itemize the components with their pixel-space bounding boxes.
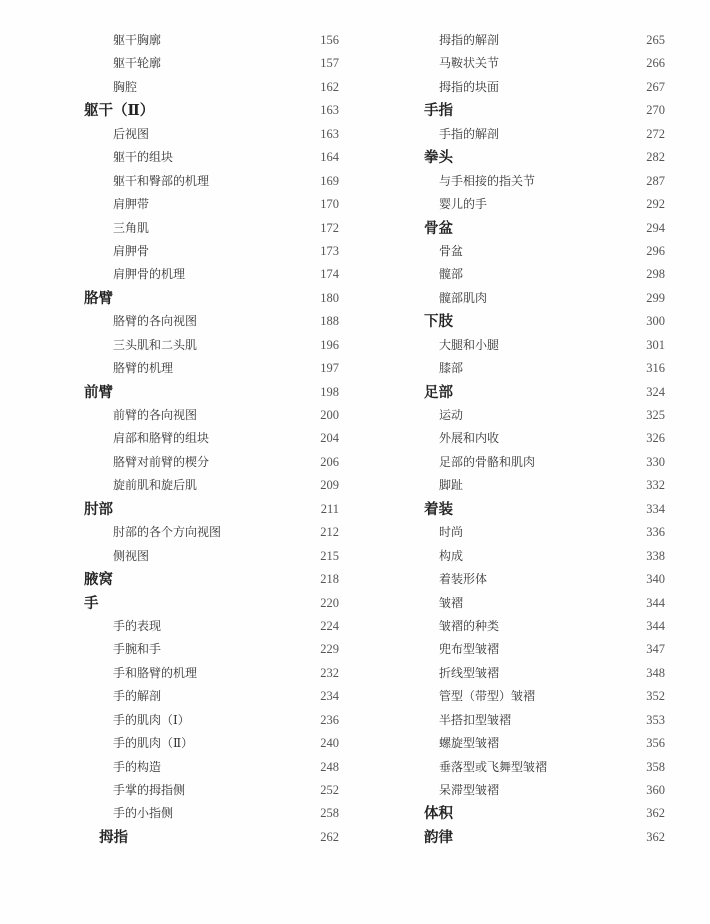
toc-entry-title: 手的解剖 — [113, 689, 162, 704]
toc-entry-title: 手的肌肉（Ⅰ） — [113, 712, 190, 727]
toc-page-number: 352 — [646, 689, 665, 704]
toc-section-entry — [360, 662, 710, 685]
toc-page-number: 344 — [646, 618, 665, 633]
toc-entry-title: 肩胛骨的机理 — [113, 267, 186, 282]
toc-entry-title: 肩部和胳臂的组块 — [113, 431, 210, 446]
toc-page-number: 296 — [646, 243, 665, 258]
toc-entry-title: 三头肌和二头肌 — [113, 337, 198, 352]
toc-page-number: 294 — [646, 220, 665, 235]
toc-page-number: 173 — [320, 243, 339, 258]
toc-entry-title: 前臂 — [84, 383, 113, 401]
toc-entry-title: 下肢 — [424, 313, 453, 331]
toc-entry-title: 垂落型或飞舞型皱褶 — [439, 759, 548, 774]
toc-chapter-entry — [360, 381, 710, 404]
toc-page-number: 324 — [646, 384, 665, 399]
toc-page-number: 198 — [320, 384, 339, 399]
toc-chapter-entry — [360, 99, 710, 122]
toc-entry-title: 运动 — [439, 408, 464, 422]
toc-page-number: 300 — [646, 314, 665, 329]
toc-chapter-entry — [360, 826, 710, 849]
toc-section-entry — [0, 709, 360, 732]
toc-chapter-entry — [360, 310, 710, 333]
toc-page-number: 209 — [320, 478, 339, 493]
toc-entry-title: 折线型皱褶 — [439, 665, 500, 680]
toc-entry-title: 胳臂对前臂的楔分 — [113, 454, 210, 469]
toc-entry-title: 皱褶的种类 — [439, 618, 500, 633]
toc-page-number: 299 — [646, 290, 665, 305]
toc-entry-title: 髋部肌肉 — [439, 290, 488, 305]
toc-section-entry — [360, 29, 710, 52]
toc-section-entry — [360, 52, 710, 75]
toc-entry-title: 躯干轮廓 — [113, 56, 162, 71]
toc-chapter-entry — [0, 568, 360, 591]
toc-entry-title: 躯干和臀部的机理 — [113, 173, 210, 188]
toc-section-entry — [0, 521, 360, 544]
toc-entry-title: 后视图 — [113, 126, 150, 141]
toc-section-entry — [0, 170, 360, 193]
toc-section-entry — [360, 592, 710, 615]
toc-section-entry — [0, 217, 360, 240]
toc-entry-title: 手腕和手 — [113, 642, 162, 657]
toc-entry-title: 躯干的组块 — [113, 150, 174, 165]
toc-entry-title: 躯干胸廓 — [113, 33, 162, 47]
toc-page-number: 326 — [646, 431, 665, 446]
toc-page-number: 334 — [646, 501, 665, 516]
toc-entry-title: 与手相接的指关节 — [439, 173, 536, 188]
toc-entry-title: 肩胛带 — [113, 197, 150, 212]
toc-page-number: 215 — [320, 548, 339, 563]
toc-section-entry — [360, 521, 710, 544]
toc-section-entry — [360, 357, 710, 380]
toc-entry-title: 构成 — [439, 548, 464, 563]
toc-chapter-entry — [0, 381, 360, 404]
toc-section-entry — [0, 474, 360, 497]
toc-section-entry — [0, 685, 360, 708]
toc-page-number: 316 — [646, 361, 665, 376]
toc-entry-title: 手的肌肉（Ⅱ） — [113, 736, 194, 751]
toc-section-entry — [360, 685, 710, 708]
toc-page-number: 301 — [646, 337, 665, 352]
toc-page-number: 232 — [320, 665, 339, 680]
toc-page-number: 212 — [320, 525, 339, 540]
toc-entry-title: 管型（带型）皱褶 — [439, 689, 536, 704]
toc-entry-title: 前臂的各向视图 — [113, 408, 198, 422]
toc-entry-title: 躯干（Ⅱ） — [84, 102, 155, 120]
toc-section-entry — [0, 146, 360, 169]
toc-chapter-entry — [360, 146, 710, 169]
toc-page-number: 353 — [646, 712, 665, 727]
toc-section-entry — [360, 76, 710, 99]
toc-entry-title: 兜布型皱褶 — [439, 642, 500, 657]
toc-section-entry — [0, 310, 360, 333]
toc-entry-title: 呆滞型皱褶 — [439, 783, 500, 797]
toc-page-number: 174 — [320, 267, 339, 282]
toc-page-number: 356 — [646, 736, 665, 751]
toc-section-entry — [360, 240, 710, 263]
toc-entry-title: 旋前肌和旋后肌 — [113, 478, 198, 493]
toc-chapter-entry — [360, 217, 710, 240]
toc-section-entry — [360, 638, 710, 661]
toc-chapter-entry — [360, 498, 710, 521]
toc-page-number: 197 — [320, 361, 339, 376]
toc-entry-title: 胳臂 — [84, 289, 113, 307]
toc-entry-title: 三角肌 — [113, 220, 150, 235]
toc-entry-title: 肘部 — [84, 500, 113, 518]
toc-entry-title: 马鞍状关节 — [439, 56, 500, 71]
toc-entry-title: 侧视图 — [113, 548, 150, 563]
toc-section-entry — [0, 76, 360, 99]
toc-section-entry — [0, 779, 360, 802]
toc-page-number: 164 — [320, 150, 339, 165]
toc-page-number: 336 — [646, 525, 665, 540]
toc-section-entry — [360, 732, 710, 755]
toc-entry-title: 肘部的各个方向视图 — [113, 525, 222, 540]
toc-section-entry — [360, 756, 710, 779]
toc-page-number: 172 — [320, 220, 339, 235]
toc-section-entry — [0, 662, 360, 685]
toc-chapter-entry — [0, 99, 360, 122]
toc-page-number: 200 — [320, 408, 339, 422]
toc-entry-title: 手指 — [424, 102, 453, 120]
toc-section-entry — [0, 240, 360, 263]
toc-section-entry — [360, 568, 710, 591]
toc-page-number: 282 — [646, 150, 665, 165]
toc-section-entry — [360, 427, 710, 450]
toc-page-number: 170 — [320, 197, 339, 212]
toc-page-number: 240 — [320, 736, 339, 751]
toc-section-entry — [0, 404, 360, 427]
toc-page-number: 258 — [320, 806, 339, 821]
toc-section-entry — [0, 334, 360, 357]
toc-section-entry — [360, 404, 710, 427]
toc-entry-title: 手 — [84, 594, 99, 612]
toc-section-entry — [360, 334, 710, 357]
toc-page-number: 347 — [646, 642, 665, 657]
toc-page-number: 340 — [646, 572, 665, 587]
toc-entry-title: 着装 — [424, 500, 453, 518]
toc-page-number: 266 — [646, 56, 665, 71]
toc-section-entry — [360, 474, 710, 497]
toc-page-number: 325 — [646, 408, 665, 422]
toc-chapter-entry — [0, 287, 360, 310]
toc-entry-title: 胳臂的机理 — [113, 361, 174, 376]
toc-page-number: 234 — [320, 689, 339, 704]
toc-entry-title: 手的构造 — [113, 759, 162, 774]
toc-section-entry — [360, 451, 710, 474]
toc-section-entry — [0, 52, 360, 75]
toc-entry-title: 骨盆 — [424, 219, 453, 237]
toc-section-entry — [360, 779, 710, 802]
toc-entry-title: 大腿和小腿 — [439, 337, 500, 352]
toc-chapter-entry — [360, 802, 710, 825]
toc-entry-title: 腋窝 — [84, 571, 113, 589]
toc-entry-title: 肩胛骨 — [113, 243, 150, 258]
toc-page-number: 180 — [320, 290, 339, 305]
toc-entry-title: 手的小指侧 — [113, 806, 174, 821]
toc-page-number: 211 — [320, 501, 339, 516]
toc-section-entry — [360, 615, 710, 638]
toc-entry-title: 婴儿的手 — [439, 197, 488, 212]
toc-page-number: 163 — [320, 126, 339, 141]
toc-page-number: 218 — [320, 572, 339, 587]
toc-column-left — [0, 29, 360, 849]
toc-section-entry — [360, 123, 710, 146]
toc-page-number: 292 — [646, 197, 665, 212]
toc-entry-title: 手掌的拇指侧 — [113, 783, 186, 797]
toc-section-entry — [360, 709, 710, 732]
toc-entry-title: 拇指 — [99, 828, 128, 846]
toc-section-entry — [0, 638, 360, 661]
toc-section-entry — [0, 802, 360, 825]
toc-page-number: 270 — [646, 103, 665, 118]
toc-page-number: 206 — [320, 454, 339, 469]
toc-page-number: 362 — [646, 829, 665, 844]
toc-entry-title: 足部 — [424, 383, 453, 401]
toc-section-entry — [0, 29, 360, 52]
toc-entry-title: 体积 — [424, 805, 453, 823]
toc-page-number: 162 — [320, 79, 339, 94]
toc-entry-title: 拳头 — [424, 149, 453, 167]
toc-page-number: 204 — [320, 431, 339, 446]
toc-entry-title: 拇指的块面 — [439, 79, 500, 94]
toc-section-entry — [0, 732, 360, 755]
toc-entry-title: 螺旋型皱褶 — [439, 736, 500, 751]
toc-chapter-entry — [0, 826, 360, 849]
toc-page-number: 229 — [320, 642, 339, 657]
toc-page-number: 262 — [320, 829, 339, 844]
toc-page-number: 272 — [646, 126, 665, 141]
toc-page-number: 156 — [320, 33, 339, 47]
toc-page-number: 157 — [320, 56, 339, 71]
toc-page-number: 344 — [646, 595, 665, 610]
toc-chapter-entry — [0, 498, 360, 521]
toc-entry-title: 胳臂的各向视图 — [113, 314, 198, 329]
toc-page-number: 338 — [646, 548, 665, 563]
toc-page-number: 163 — [320, 103, 339, 118]
toc-page-number: 188 — [320, 314, 339, 329]
toc-entry-title: 着装形体 — [439, 572, 488, 587]
toc-page-number: 265 — [646, 33, 665, 47]
toc-entry-title: 手和胳臂的机理 — [113, 665, 198, 680]
toc-entry-title: 皱褶 — [439, 595, 464, 610]
toc-entry-title: 时尚 — [439, 525, 464, 540]
toc-entry-title: 手指的解剖 — [439, 126, 500, 141]
toc-page-number: 236 — [320, 712, 339, 727]
toc-column-right — [360, 29, 710, 849]
toc-chapter-entry — [0, 592, 360, 615]
toc-section-entry — [360, 545, 710, 568]
toc-entry-title: 髋部 — [439, 267, 464, 282]
toc-entry-title: 韵律 — [424, 828, 453, 846]
toc-section-entry — [0, 615, 360, 638]
toc-page-number: 332 — [646, 478, 665, 493]
toc-page-number: 287 — [646, 173, 665, 188]
toc-entry-title: 脚趾 — [439, 478, 464, 493]
toc-entry-title: 手的表现 — [113, 618, 162, 633]
toc-page-number: 360 — [646, 783, 665, 797]
toc-page-number: 248 — [320, 759, 339, 774]
toc-section-entry — [360, 287, 710, 310]
toc-page-number: 267 — [646, 79, 665, 94]
toc-entry-title: 足部的骨骼和肌肉 — [439, 454, 536, 469]
toc-page-number: 330 — [646, 454, 665, 469]
toc-section-entry — [0, 451, 360, 474]
toc-entry-title: 胸腔 — [113, 79, 138, 94]
toc-page-number: 196 — [320, 337, 339, 352]
toc-entry-title: 外展和内收 — [439, 431, 500, 446]
toc-entry-title: 骨盆 — [439, 243, 464, 258]
toc-page-number: 169 — [320, 173, 339, 188]
toc-page-number: 348 — [646, 665, 665, 680]
toc-section-entry — [0, 263, 360, 286]
toc-page-number: 220 — [320, 595, 339, 610]
toc-section-entry — [360, 193, 710, 216]
toc-section-entry — [0, 756, 360, 779]
toc-section-entry — [0, 193, 360, 216]
toc-section-entry — [360, 170, 710, 193]
toc-section-entry — [0, 545, 360, 568]
toc-section-entry — [0, 123, 360, 146]
toc-entry-title: 拇指的解剖 — [439, 33, 500, 47]
toc-page-number: 298 — [646, 267, 665, 282]
toc-page-number: 358 — [646, 759, 665, 774]
toc-entry-title: 膝部 — [439, 361, 464, 376]
toc-section-entry — [360, 263, 710, 286]
toc-section-entry — [0, 427, 360, 450]
toc-entry-title: 半搭扣型皱褶 — [439, 712, 512, 727]
toc-section-entry — [0, 357, 360, 380]
toc-page-number: 362 — [646, 806, 665, 821]
toc-page-number: 252 — [320, 783, 339, 797]
toc-page-number: 224 — [320, 618, 339, 633]
